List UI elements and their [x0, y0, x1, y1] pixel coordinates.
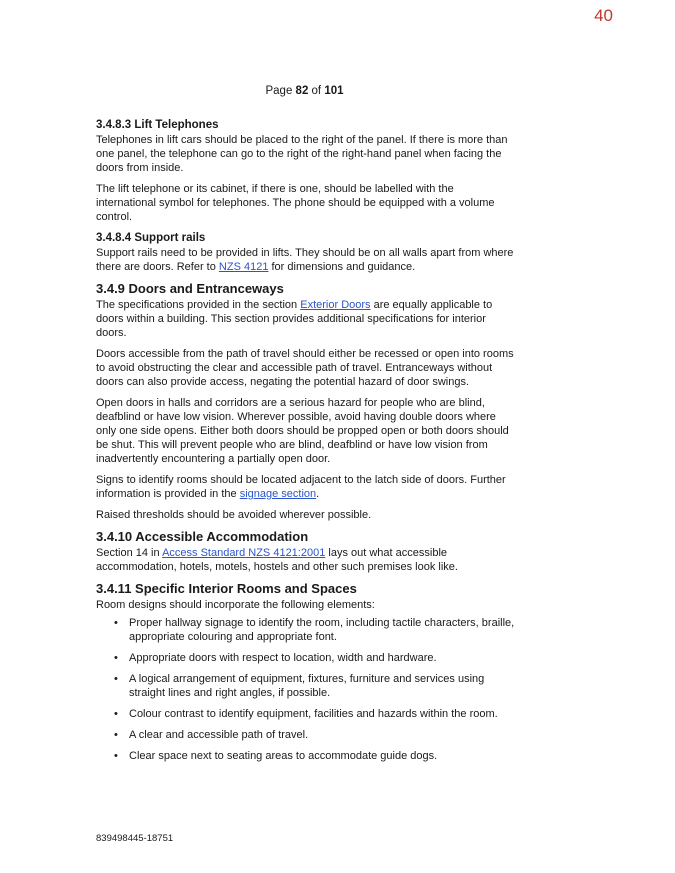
- bullet-icon: •: [114, 750, 118, 762]
- paragraph: [96, 298, 516, 340]
- list-item-text: A clear and accessible path of travel.: [129, 729, 309, 741]
- list-item-text: A logical arrangement of equipment, fixtures, furniture and services using straight lines and right angles, if possible.: [129, 673, 485, 699]
- link-nzs-4121[interactable]: NZS 4121: [218, 261, 269, 273]
- heading-accessible-accommodation: 3.4.10 Accessible Accommodation: [96, 529, 309, 544]
- page-of: of: [308, 85, 325, 97]
- paragraph: Open doors in halls and corridors are a serious hazard for people who are blind, deafblind or have low vision. Wherever possible, avoid having double doors where only one side opens. Either both doors should be propped open or both doors should be shut. This will prevent people who are blind, deafblind or have low vision from inadvertently encountering a partially open door.: [96, 397, 509, 465]
- document-id-footer: 839498445-18751: [96, 833, 174, 844]
- page-corner-number: 40: [594, 6, 613, 25]
- section-support-rails: [96, 231, 516, 274]
- list-item-text: Colour contrast to identify equipment, facilities and hazards within the room.: [129, 708, 498, 720]
- text: are equally applicable to doors within a building. This section provides additional specifications for interior doors.: [96, 299, 493, 339]
- section-doors-entranceways: [96, 281, 516, 522]
- text: Section 14 in: [96, 547, 163, 559]
- link-signage-section[interactable]: signage section: [239, 488, 317, 500]
- link-access-standard[interactable]: Access Standard NZS 4121:2001: [162, 547, 326, 559]
- text: Signs to identify rooms should be located adjacent to the latch side of doors. Further information is provided in the: [96, 474, 506, 500]
- bullet-icon: •: [114, 708, 118, 720]
- list-item: [114, 651, 516, 665]
- heading-support-rails: 3.4.8.4 Support rails: [96, 232, 206, 244]
- bullet-icon: •: [114, 673, 118, 685]
- bullet-icon: •: [114, 652, 118, 664]
- current-page: 82: [295, 85, 309, 97]
- text: .: [316, 488, 320, 500]
- total-pages: 101: [324, 85, 344, 97]
- paragraph: Doors accessible from the path of travel should either be recessed or open into rooms to avoid obstructing the clear and accessible path of travel. Entranceways without doors can also provide access, negating the potential hazard of door swings.: [96, 348, 514, 388]
- list-item: [114, 616, 516, 644]
- bullet-icon: •: [114, 729, 118, 741]
- text: The specifications provided in the section: [96, 299, 301, 311]
- element-list: [96, 616, 516, 763]
- link-exterior-doors[interactable]: Exterior Doors: [300, 299, 371, 311]
- paragraph: Telephones in lift cars should be placed to the right of the panel. If there is more than one panel, the telephone can go to the right of the right-hand panel when facing the doors from inside.: [96, 134, 508, 174]
- bullet-icon: •: [114, 617, 118, 629]
- heading-doors-entranceways: 3.4.9 Doors and Entranceways: [96, 281, 284, 296]
- text: Support rails need to be provided in lifts. They should be on all walls apart from where there are doors. Refer to: [96, 247, 514, 273]
- paragraph: Raised thresholds should be avoided wherever possible.: [96, 509, 372, 521]
- list-item: [114, 728, 516, 742]
- document-body: [96, 118, 516, 770]
- list-item-text: Clear space next to seating areas to accommodate guide dogs.: [129, 750, 438, 762]
- text: lays out what accessible accommodation, hotels, motels, hostels and other such premises look like.: [96, 547, 458, 573]
- text: for dimensions and guidance.: [268, 261, 416, 273]
- list-item: [114, 707, 516, 721]
- paragraph: The lift telephone or its cabinet, if there is one, should be labelled with the international symbol for telephones. The phone should be equipped with a volume control.: [96, 183, 495, 223]
- paragraph: [96, 473, 516, 501]
- list-item-text: Appropriate doors with respect to location, width and hardware.: [129, 652, 437, 664]
- heading-lift-telephones: 3.4.8.3 Lift Telephones: [96, 119, 219, 131]
- list-item: [114, 749, 516, 763]
- paragraph: [96, 546, 516, 574]
- paragraph: Room designs should incorporate the following elements:: [96, 599, 375, 611]
- page-indicator: [0, 85, 609, 97]
- page-prefix: Page: [265, 85, 296, 97]
- paragraph: [96, 246, 516, 274]
- list-item: [114, 672, 516, 700]
- section-lift-telephones: [96, 118, 516, 224]
- section-interior-rooms: [96, 581, 516, 763]
- heading-interior-rooms: 3.4.11 Specific Interior Rooms and Spaces: [96, 581, 357, 596]
- section-accessible-accommodation: [96, 529, 516, 574]
- list-item-text: Proper hallway signage to identify the room, including tactile characters, braille, appropriate colouring and appropriate font.: [129, 617, 515, 643]
